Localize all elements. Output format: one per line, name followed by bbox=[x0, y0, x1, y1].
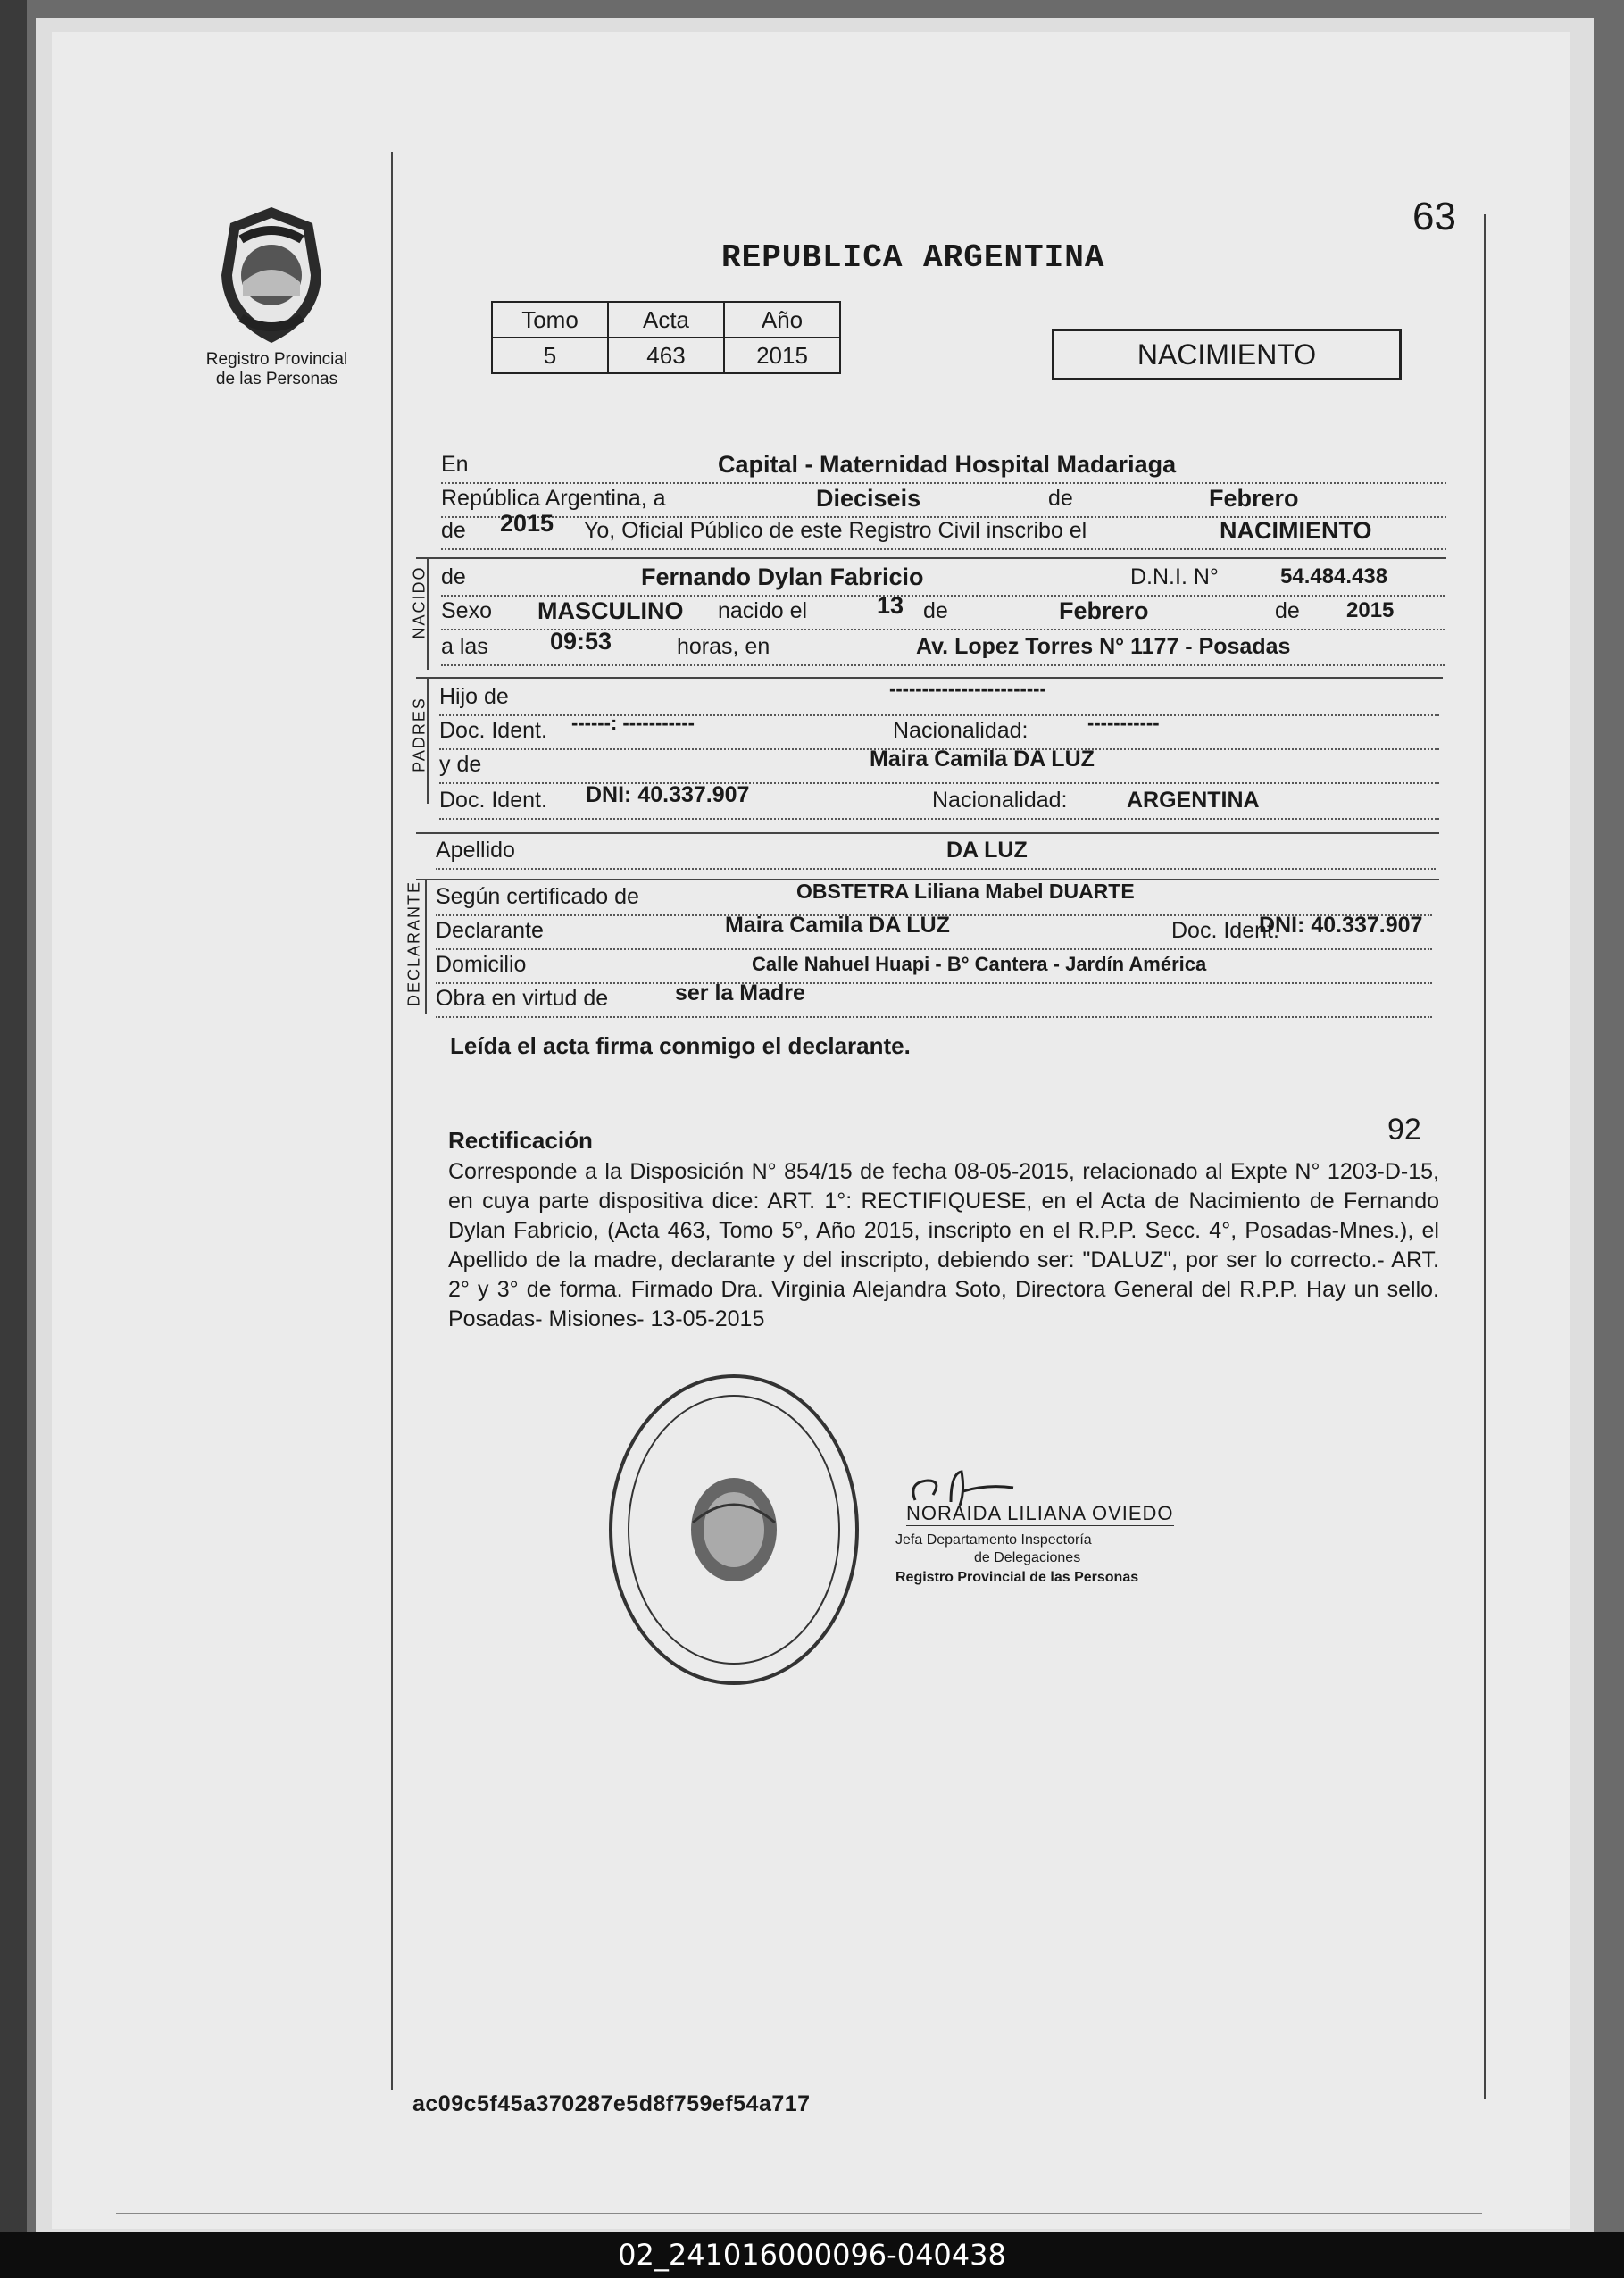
registry-label-line2: de las Personas bbox=[215, 370, 338, 388]
provincia-de-misiones-seal-icon bbox=[214, 204, 329, 346]
left-margin-line bbox=[391, 152, 393, 2090]
signature-line2: de Delegaciones bbox=[974, 1550, 1081, 1565]
padre-nombre: ------------------------ bbox=[889, 678, 1046, 700]
certificado-value: OBSTETRA Liliana Mabel DUARTE bbox=[796, 880, 1135, 903]
en-label: En bbox=[441, 452, 469, 477]
signature-line3: Registro Provincial de las Personas bbox=[895, 1570, 1139, 1585]
de-label-2: de bbox=[441, 518, 466, 543]
declarante-nombre: Maira Camila DA LUZ bbox=[725, 913, 950, 938]
footer-code-bar: 02_241016000096-040438 bbox=[0, 2232, 1624, 2278]
mes-value: Febrero bbox=[1209, 485, 1299, 512]
horas-en-label: horas, en bbox=[677, 634, 770, 659]
nacido-anio: 2015 bbox=[1346, 598, 1395, 622]
declarante-label: Declarante bbox=[436, 918, 544, 943]
nacido-de-mes-label: de bbox=[923, 598, 948, 623]
tomo-value: 5 bbox=[492, 338, 608, 373]
padre-doc-label: Doc. Ident. bbox=[439, 718, 547, 743]
rectificacion-body: Corresponde a la Disposición N° 854/15 de fecha 08-05-2015, relacionado al Expte N° 1203-D-15, en cuya parte dispositiva dice: ART. 1°: RECTIFIQUESE, en el Acta de Nacimiento de Fernando Dylan Fabricio, (Acta 463, Tomo 5°, Año 2015, inscripto en el R.P.P. Secc. 4°, Posadas-Mnes.), el Apellido de la madre, declarante y del inscripto, debiendo ser: "DALUZ", por ser lo correcto.- ART. 2° y 3° de forma. Firmado Dra. Virginia Alejandra Soto, Directora General del R.P.P. Hay un sello. Posadas- Misiones- 13-05-2015 bbox=[448, 1159, 1439, 1331]
declarante-side-line bbox=[425, 880, 427, 1014]
nacido-row-nombre bbox=[441, 559, 1445, 597]
nacido-row-hora bbox=[441, 629, 1445, 666]
acta-label: Acta bbox=[608, 302, 724, 338]
y-de-label: y de bbox=[439, 752, 482, 777]
anio-label: Año bbox=[724, 302, 840, 338]
madre-nacionalidad-value: ARGENTINA bbox=[1127, 788, 1260, 813]
madre-nacionalidad-label: Nacionalidad: bbox=[932, 788, 1068, 813]
apellido-value: DA LUZ bbox=[946, 838, 1028, 863]
rectificacion-number: 92 bbox=[1387, 1113, 1421, 1147]
act-row-inscribe bbox=[441, 510, 1446, 550]
reference-table bbox=[491, 301, 841, 374]
registry-label bbox=[179, 350, 375, 389]
obra-label: Obra en virtud de bbox=[436, 986, 609, 1011]
anio-value: 2015 bbox=[724, 338, 840, 373]
padres-row-madre-doc bbox=[439, 782, 1439, 820]
right-margin-line bbox=[1484, 214, 1486, 2099]
madre-nombre: Maira Camila DA LUZ bbox=[870, 747, 1095, 772]
page-number: 63 bbox=[1412, 195, 1456, 238]
certificado-label: Según certificado de bbox=[436, 884, 639, 909]
padres-section-label: PADRES bbox=[410, 697, 429, 772]
signature-block bbox=[888, 1464, 1201, 1616]
dni-label: D.N.I. N° bbox=[1130, 564, 1219, 589]
padre-nacionalidad-label: Nacionalidad: bbox=[893, 718, 1029, 743]
en-value: Capital - Maternidad Hospital Madariaga bbox=[718, 451, 1177, 478]
signature-name: NORAIDA LILIANA OVIEDO bbox=[906, 1502, 1174, 1524]
madre-doc-value: DNI: 40.337.907 bbox=[586, 782, 750, 807]
sexo-value: MASCULINO bbox=[537, 597, 684, 624]
de-label: de bbox=[1048, 486, 1073, 511]
declarante-doc-value: DNI: 40.337.907 bbox=[1259, 913, 1423, 938]
padre-nacionalidad-value: ----------- bbox=[1087, 712, 1160, 734]
lugar-value: Av. Lopez Torres N° 1177 - Posadas bbox=[916, 634, 1291, 659]
domicilio-value: Calle Nahuel Huapi - B° Cantera - Jardín América bbox=[752, 953, 1207, 975]
dni-value: 54.484.438 bbox=[1280, 564, 1388, 588]
oficial-text: Yo, Oficial Público de este Registro Civil inscribo el bbox=[584, 518, 1087, 543]
document-hash: ac09c5f45a370287e5d8f759ef54a717 bbox=[412, 2091, 811, 2116]
sexo-label: Sexo bbox=[441, 598, 492, 623]
dia-value: Dieciseis bbox=[816, 485, 921, 512]
republica-label: República Argentina, a bbox=[441, 486, 666, 511]
act-row-en bbox=[441, 446, 1446, 484]
a-las-label: a las bbox=[441, 634, 488, 659]
background-left-edge bbox=[0, 0, 27, 2278]
obra-value: ser la Madre bbox=[675, 980, 805, 1005]
declarante-section-label: DECLARANTE bbox=[404, 880, 423, 1007]
hora-value: 09:53 bbox=[550, 628, 612, 655]
apellido-row bbox=[436, 832, 1436, 870]
nacido-mes: Febrero bbox=[1059, 597, 1149, 624]
closing-statement: Leída el acta firma conmigo el declarante. bbox=[450, 1032, 911, 1059]
anio-act-value: 2015 bbox=[500, 510, 554, 537]
nacido-de-label: de bbox=[441, 564, 466, 589]
nacido-el-label: nacido el bbox=[718, 598, 808, 623]
declarante-doc-label: Doc. Ident. bbox=[1171, 918, 1279, 943]
rectificacion-title: Rectificación bbox=[448, 1127, 593, 1154]
tomo-label: Tomo bbox=[492, 302, 608, 338]
madre-doc-label: Doc. Ident. bbox=[439, 788, 547, 813]
declarante-row-nombre bbox=[436, 913, 1432, 950]
registry-label-line1: Registro Provincial bbox=[205, 350, 348, 369]
inscribe-value: NACIMIENTO bbox=[1220, 517, 1372, 544]
signature-line1: Jefa Departamento Inspectoría bbox=[895, 1532, 1092, 1548]
hijo-de-label: Hijo de bbox=[439, 684, 509, 709]
nacido-nombre: Fernando Dylan Fabricio bbox=[641, 563, 924, 590]
record-type-box: NACIMIENTO bbox=[1052, 329, 1402, 380]
nacido-section-label: NACIDO bbox=[410, 565, 429, 639]
declarante-row-domicilio bbox=[436, 947, 1432, 984]
apellido-label: Apellido bbox=[436, 838, 515, 863]
acta-value: 463 bbox=[608, 338, 724, 373]
domicilio-label: Domicilio bbox=[436, 952, 527, 977]
bottom-dotted-line bbox=[116, 2213, 1482, 2214]
nacido-dia: 13 bbox=[877, 592, 904, 619]
padre-doc-value: ------: ----------- bbox=[571, 712, 695, 734]
document-title: REPUBLICA ARGENTINA bbox=[721, 239, 1105, 276]
nacido-de-anio-label: de bbox=[1275, 598, 1300, 623]
declarante-row-obra bbox=[436, 980, 1432, 1018]
registry-round-stamp-icon bbox=[607, 1371, 862, 1688]
